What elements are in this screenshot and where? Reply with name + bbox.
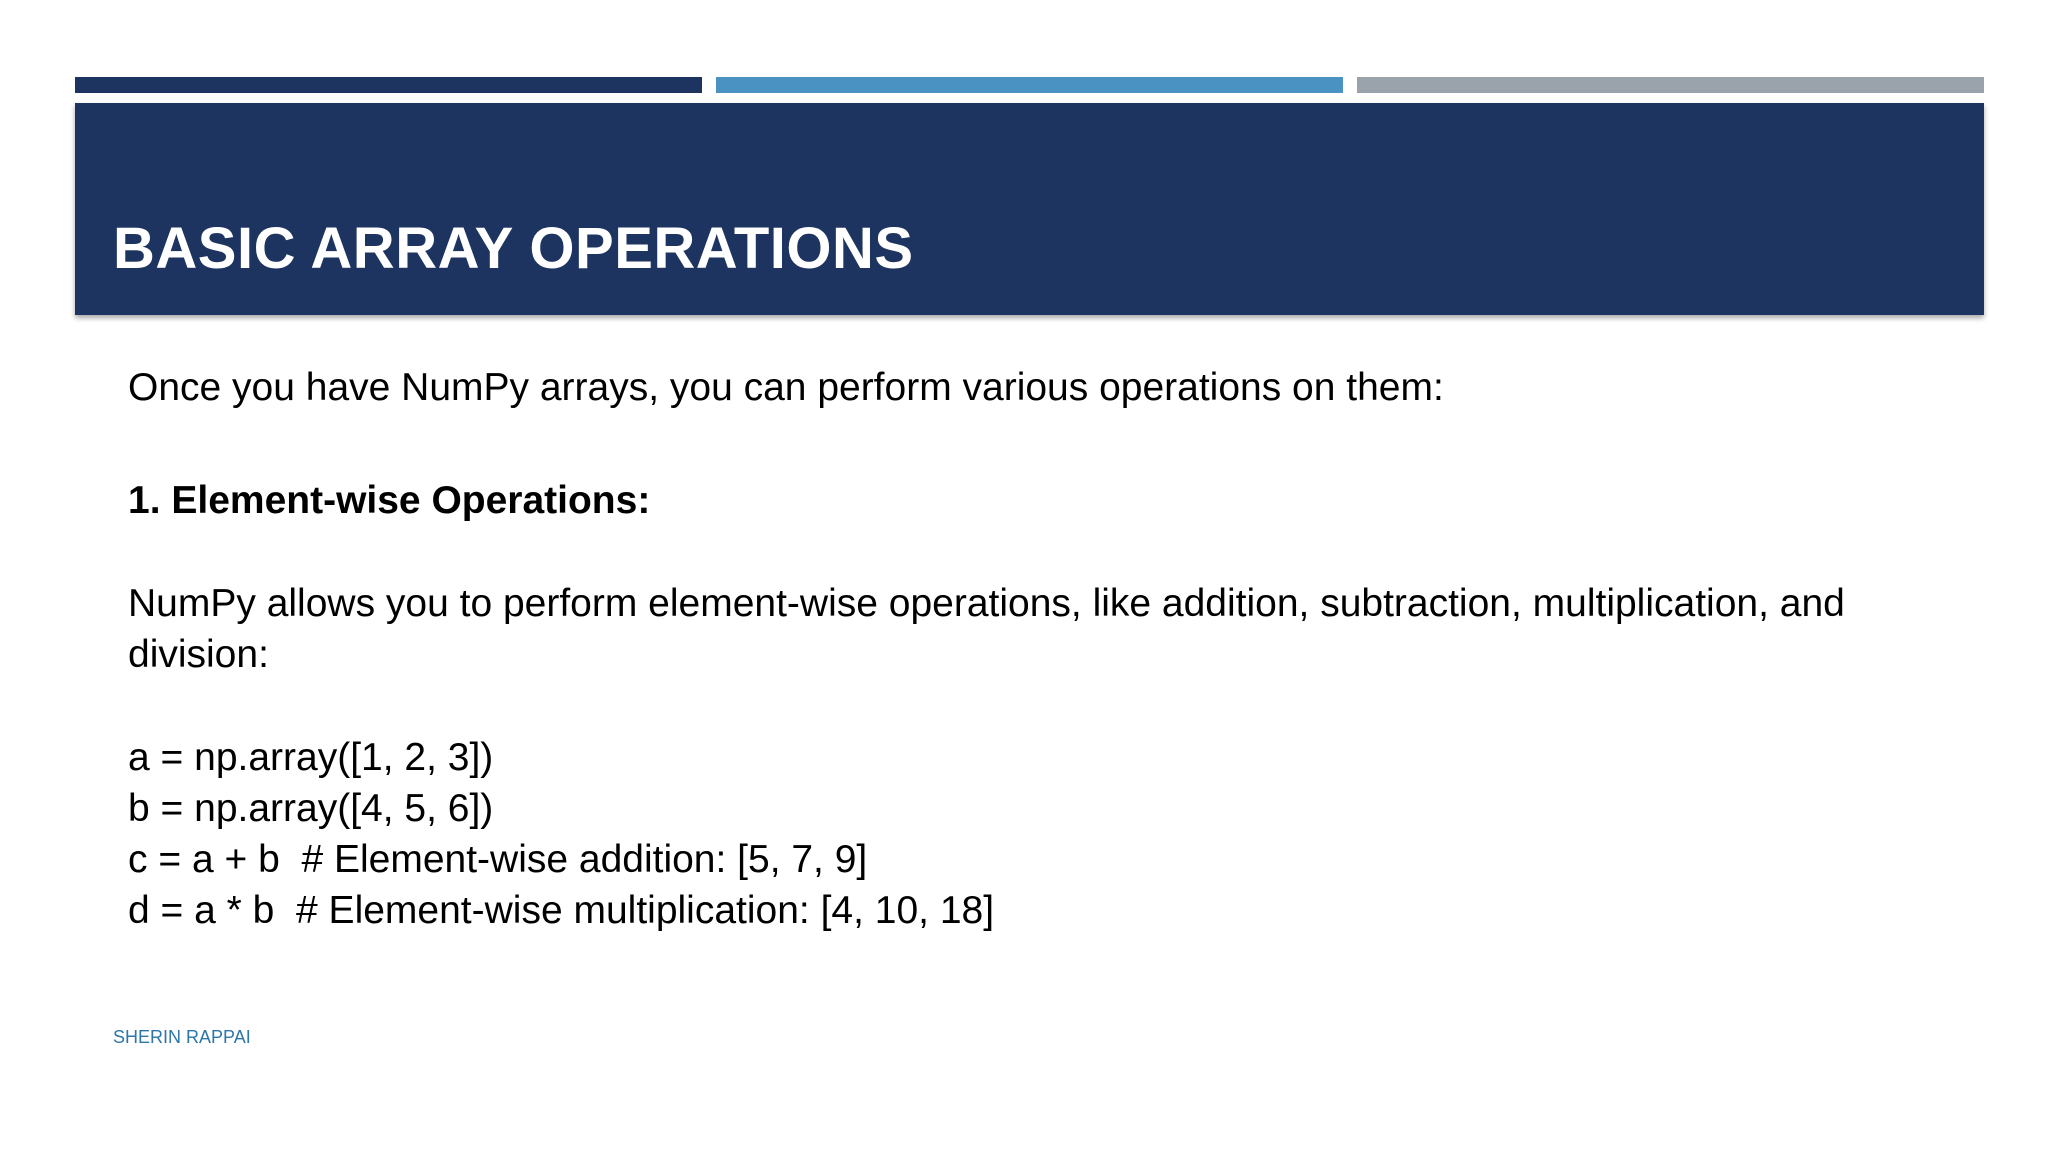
- code-line: c = a + b # Element-wise addition: [5, 7, 9]: [128, 838, 868, 881]
- accent-bar-dark: [75, 77, 702, 93]
- code-line: a = np.array([1, 2, 3]): [128, 736, 494, 779]
- code-block: [128, 732, 1928, 936]
- code-line: b = np.array([4, 5, 6]): [128, 787, 494, 830]
- title-banner: [75, 103, 1984, 315]
- intro-text: Once you have NumPy arrays, you can perform various operations on them:: [128, 366, 1444, 409]
- code-line: d = a * b # Element-wise multiplication: [4, 10, 18]: [128, 889, 995, 932]
- section-heading: 1. Element-wise Operations:: [128, 479, 651, 522]
- accent-bar-gray: [1357, 77, 1984, 93]
- description-text: NumPy allows you to perform element-wise operations, like addition, subtraction, multiplication, and division:: [128, 582, 1845, 676]
- accent-bar-blue: [716, 77, 1343, 93]
- slide-content: [128, 362, 1928, 936]
- footer-author: SHERIN RAPPAI: [113, 1027, 251, 1047]
- slide-title: BASIC ARRAY OPERATIONS: [113, 216, 914, 281]
